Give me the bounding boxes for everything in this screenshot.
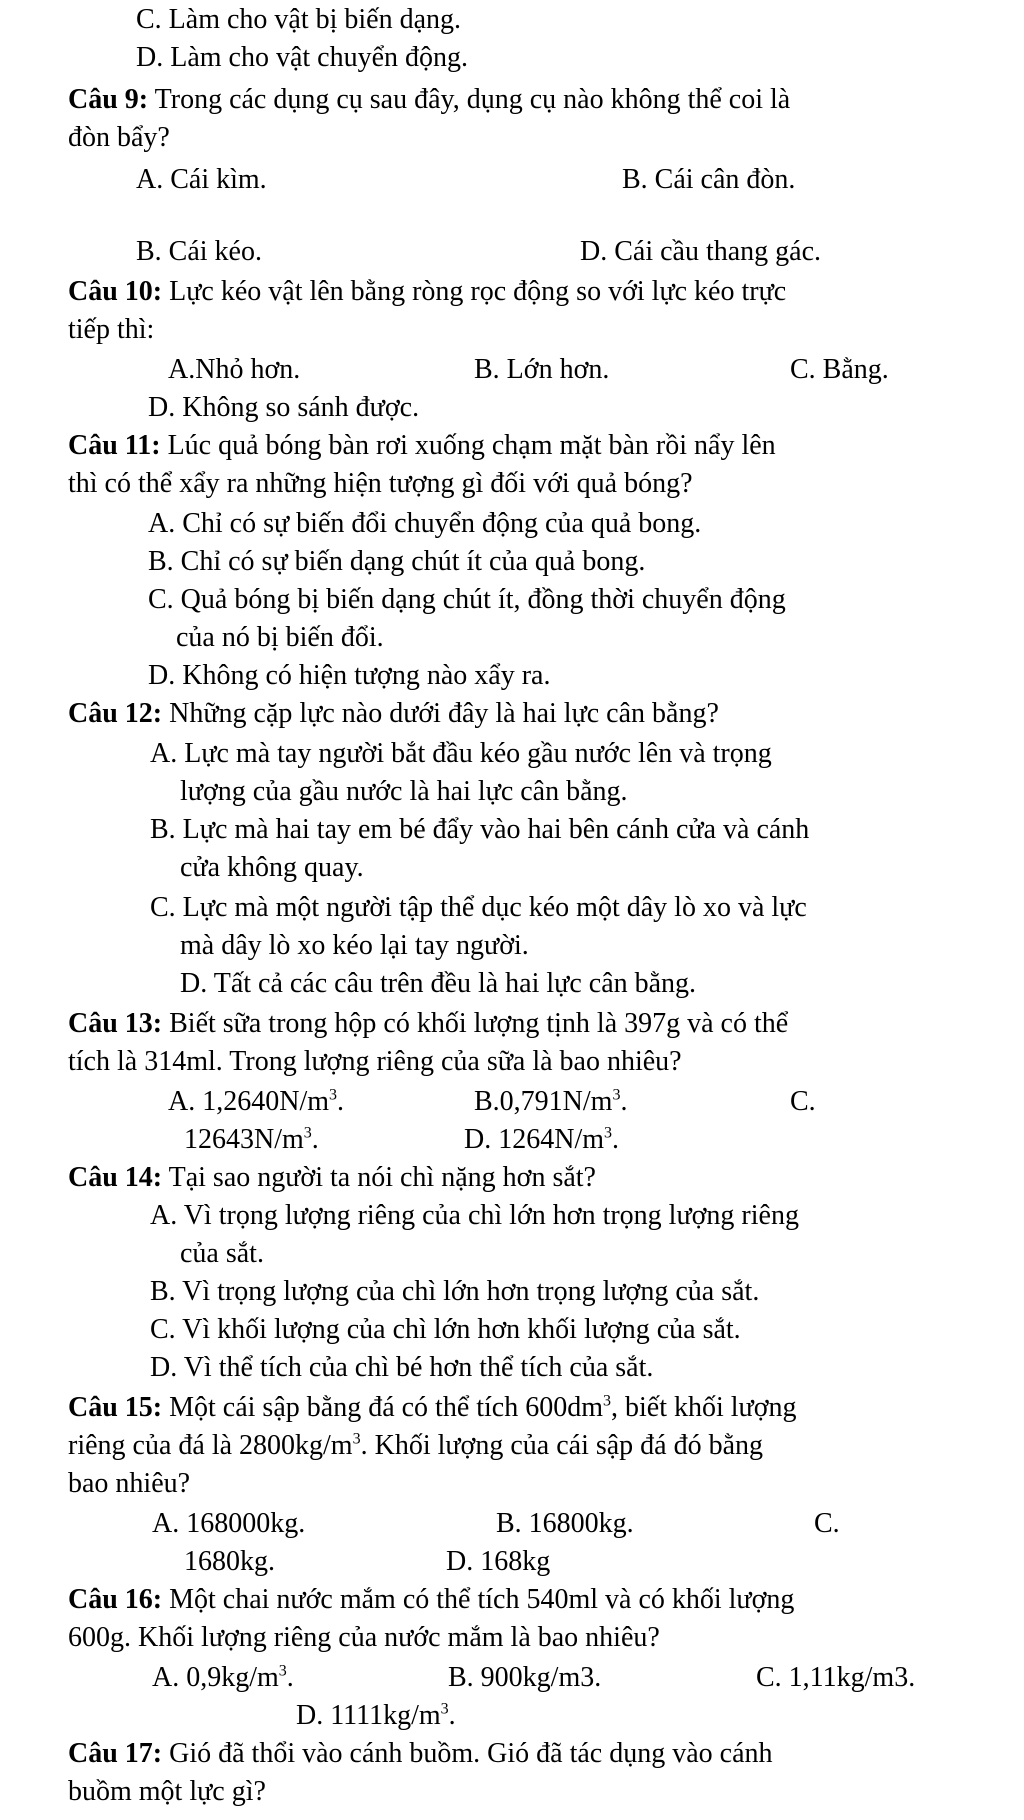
q11-option-b: B. Chỉ có sự biến dạng chút ít của quả bong.: [148, 546, 646, 577]
q10-option-a: A.Nhỏ hơn.: [168, 354, 301, 385]
q10-stem: Câu 10: Lực kéo vật lên bằng ròng rọc động so với lực kéo trực: [68, 276, 787, 307]
q15-option-c: C.: [814, 1508, 840, 1539]
q13-label: Câu 13:: [68, 1008, 163, 1039]
q12-option-d: D. Tất cả các câu trên đều là hai lực cân bằng.: [180, 968, 697, 999]
q17-label: Câu 17:: [68, 1738, 163, 1769]
q16-option-d: D. $1111kg/m^3$.: [296, 1700, 456, 1731]
q10-option-c: C. Bằng.: [790, 354, 889, 385]
q13-option-b: $B.0,791N/m^3$.: [474, 1086, 628, 1117]
q13-stem: Câu 13: Biết sữa trong hộp có khối lượng tịnh là 397g và có thể: [68, 1008, 789, 1039]
q15-option-b: B. 16800kg.: [496, 1508, 634, 1539]
q14-option-c: C. Vì khối lượng của chì lớn hơn khối lượng của sắt.: [150, 1314, 741, 1345]
q14-option-a-cont: của sắt.: [180, 1238, 264, 1269]
q11-option-c-cont: của nó bị biến đổi.: [176, 622, 384, 653]
q13-option-a: A. $1,2640N/m^3$.: [168, 1086, 344, 1117]
q12-option-c: C. Lực mà một người tập thể dục kéo một dây lò xo và lực: [150, 892, 807, 923]
q11-option-d: D. Không có hiện tượng nào xẩy ra.: [148, 660, 551, 691]
q13-stem-cont: tích là 314ml. Trong lượng riêng của sữa là bao nhiêu?: [68, 1046, 682, 1077]
q14-label: Câu 14:: [68, 1162, 163, 1193]
q15-option-d: D. 168kg: [446, 1546, 551, 1577]
q15-option-a: A. 168000kg.: [152, 1508, 306, 1539]
q9-stem: Câu 9: Trong các dụng cụ sau đây, dụng cụ nào không thể coi là: [68, 84, 791, 115]
q11-stem-cont: thì có thể xẩy ra những hiện tượng gì đối với quả bóng?: [68, 468, 693, 499]
q16-option-a: A. $0,9kg/m^3$.: [152, 1662, 294, 1693]
q15-stem-cont2: bao nhiêu?: [68, 1468, 191, 1499]
q11-stem: Câu 11: Lúc quả bóng bàn rơi xuống chạm mặt bàn rồi nẩy lên: [68, 430, 776, 461]
q9-option-a: A. Cái kìm.: [136, 164, 267, 195]
q9-stem-cont: đòn bẩy?: [68, 122, 170, 153]
q10-stem-cont: tiếp thì:: [68, 314, 155, 345]
q9-label: Câu 9:: [68, 84, 149, 115]
q16-stem-cont: 600g. Khối lượng riêng của nước mắm là bao nhiêu?: [68, 1622, 660, 1653]
q16-stem: Câu 16: Một chai nước mắm có thể tích 540ml và có khối lượng: [68, 1584, 795, 1615]
q10-option-d: D. Không so sánh được.: [148, 392, 420, 423]
q16-option-c: C. 1,11kg/m3.: [756, 1662, 916, 1693]
q17-stem-cont: buồm một lực gì?: [68, 1776, 266, 1807]
q13-option-c-cont: $12643N/m^3$.: [184, 1124, 319, 1155]
q14-option-b: B. Vì trọng lượng của chì lớn hơn trọng lượng của sắt.: [150, 1276, 760, 1307]
q11-label: Câu 11:: [68, 430, 161, 461]
q15-option-c-cont: 1680kg.: [184, 1546, 275, 1577]
q8-option-c: C. Làm cho vật bị biến dạng.: [136, 4, 462, 35]
q16-label: Câu 16:: [68, 1584, 163, 1615]
q14-option-a: A. Vì trọng lượng riêng của chì lớn hơn trọng lượng riêng: [150, 1200, 799, 1231]
q10-label: Câu 10:: [68, 276, 163, 307]
q12-option-b-cont: cửa không quay.: [180, 852, 364, 883]
q15-label: Câu 15:: [68, 1392, 163, 1423]
q16-option-b: B. 900kg/m3.: [448, 1662, 602, 1693]
q10-option-b: B. Lớn hơn.: [474, 354, 610, 385]
q11-option-c: C. Quả bóng bị biến dạng chút ít, đồng thời chuyển động: [148, 584, 786, 615]
q9-option-b: B. Cái cân đòn.: [622, 164, 796, 195]
q12-option-a: A. Lực mà tay người bắt đầu kéo gầu nước lên và trọng: [150, 738, 772, 769]
q9-option-d: D. Cái cầu thang gác.: [580, 236, 822, 267]
q12-option-a-cont: lượng của gầu nước là hai lực cân bằng.: [180, 776, 628, 807]
q8-option-d: D. Làm cho vật chuyển động.: [136, 42, 469, 73]
q13-option-d: D. $1264N/m^3$.: [464, 1124, 619, 1155]
q11-option-a: A. Chỉ có sự biến đổi chuyển động của quả bong.: [148, 508, 702, 539]
q17-stem: Câu 17: Gió đã thổi vào cánh buồm. Gió đã tác dụng vào cánh: [68, 1738, 773, 1769]
q12-stem: Câu 12: Những cặp lực nào dưới đây là hai lực cân bằng?: [68, 698, 719, 729]
q13-option-c: C.: [790, 1086, 816, 1117]
q12-option-b: B. Lực mà hai tay em bé đẩy vào hai bên cánh cửa và cánh: [150, 814, 810, 845]
q9-option-c: B. Cái kéo.: [136, 236, 262, 267]
q15-stem-cont: riêng của đá là $2800kg/m^3$. Khối lượng của cái sập đá đó bằng: [68, 1430, 764, 1461]
q15-stem: Câu 15: Một cái sập bằng đá có thể tích $600dm^3$, biết khối lượng: [68, 1392, 797, 1423]
q12-option-c-cont: mà dây lò xo kéo lại tay người.: [180, 930, 529, 961]
q14-stem: Câu 14: Tại sao người ta nói chì nặng hơn sắt?: [68, 1162, 596, 1193]
q12-label: Câu 12:: [68, 698, 163, 729]
q14-option-d: D. Vì thể tích của chì bé hơn thể tích của sắt.: [150, 1352, 654, 1383]
